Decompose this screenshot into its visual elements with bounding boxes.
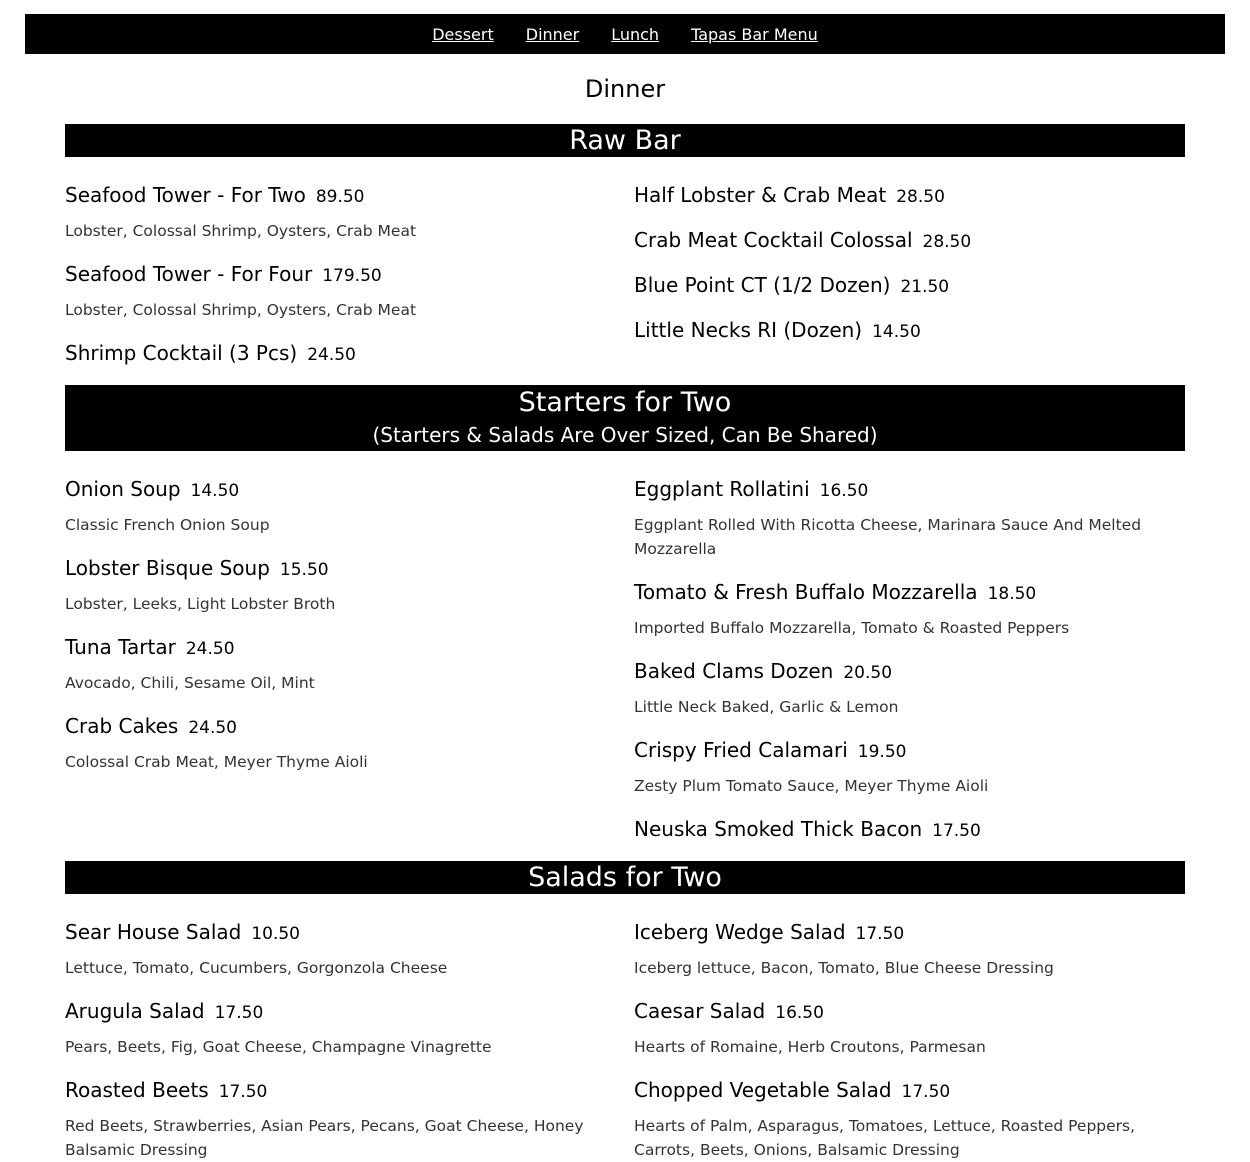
menu-item [65,1078,616,1162]
menu-item [634,318,1185,344]
menu-item [65,183,616,243]
item-name: Roasted Beets [65,1078,209,1102]
item-name: Baked Clams Dozen [634,659,834,683]
item-price: 20.50 [843,663,893,683]
menu-item [65,262,616,322]
item-price: 28.50 [922,232,972,252]
item-name: Half Lobster & Crab Meat [634,183,887,207]
item-name: Tomato & Fresh Buffalo Mozzarella [634,580,978,604]
item-name-line [65,1078,616,1104]
item-price: 17.50 [901,1082,951,1102]
menu-item [65,556,616,616]
item-name-line [634,817,1185,843]
item-description: Lobster, Leeks, Light Lobster Broth [65,595,336,613]
menu-item [65,920,616,980]
item-name-line [65,341,616,367]
item-description: Avocado, Chili, Sesame Oil, Mint [65,674,315,692]
item-description: Colossal Crab Meat, Meyer Thyme Aioli [65,753,368,771]
item-name: Sear House Salad [65,920,242,944]
item-price: 16.50 [775,1003,824,1023]
item-name: Tuna Tartar [65,635,176,659]
item-name-line [65,183,616,209]
menu-item [634,1078,1185,1162]
item-name-line [634,1078,1185,1104]
item-name-line [634,738,1185,764]
item-description: Hearts of Palm, Asparagus, Tomatoes, Lettuce, Roasted Peppers, Carrots, Beets, Onions, Balsamic Dressing [634,1117,1136,1159]
item-price: 24.50 [188,718,237,738]
item-description: Little Neck Baked, Garlic & Lemon [634,698,899,716]
item-name-line [634,920,1185,946]
section-header-raw-bar [65,124,1185,157]
item-name: Little Necks RI (Dozen) [634,318,863,342]
menu-item [634,659,1185,719]
item-name: Neuska Smoked Thick Bacon [634,817,923,841]
item-price: 18.50 [987,584,1037,604]
item-name: Iceberg Wedge Salad [634,920,846,944]
item-price: 24.50 [185,639,235,659]
item-name: Crab Cakes [65,714,179,738]
item-name: Chopped Vegetable Salad [634,1078,892,1102]
item-price: 17.50 [855,924,905,944]
item-description: Iceberg lettuce, Bacon, Tomato, Blue Cheese Dressing [634,959,1054,977]
item-name-line [634,273,1185,299]
item-description: Pears, Beets, Fig, Goat Cheese, Champagne Vinagrette [65,1038,492,1056]
menu-item [65,635,616,695]
item-name-line [65,999,616,1025]
nav-link-lunch[interactable]: Lunch [611,24,660,44]
item-price: 17.50 [214,1003,264,1023]
nav-link-tapas-bar-menu[interactable]: Tapas Bar Menu [691,24,818,44]
page-title: Dinner [584,75,666,103]
menu-item [65,999,616,1059]
section-subtitle: (Starters & Salads Are Over Sized, Can Be Shared) [372,423,878,447]
item-name: Lobster Bisque Soup [65,556,270,580]
menu-item [65,477,616,537]
item-name-line [65,262,616,288]
nav-link-dessert[interactable]: Dessert [432,24,494,44]
section-header-salads [65,861,1185,894]
item-name: Seafood Tower - For Two [65,183,306,207]
item-name: Onion Soup [65,477,181,501]
menu-item [634,273,1185,299]
menu-item [634,477,1185,561]
menu-item [634,817,1185,843]
item-description: Red Beets, Strawberries, Asian Pears, Pecans, Goat Cheese, Honey Balsamic Dressing [65,1117,584,1159]
menu-item [634,183,1185,209]
item-description: Hearts of Romaine, Herb Croutons, Parmesan [634,1038,986,1056]
item-name-line [65,556,616,582]
item-name-line [634,318,1185,344]
menu-item [634,999,1185,1059]
item-name: Shrimp Cocktail (3 Pcs) [65,341,298,365]
item-description: Lobster, Colossal Shrimp, Oysters, Crab Meat [65,301,417,319]
nav-link-dinner[interactable]: Dinner [525,24,580,44]
item-price: 17.50 [932,821,981,841]
item-price: 14.50 [190,481,240,501]
item-name: Arugula Salad [65,999,205,1023]
top-nav [25,14,1225,54]
item-name-line [634,477,1185,503]
item-name-line [65,635,616,661]
section-header-starters [65,385,1185,451]
item-price: 21.50 [900,277,950,297]
item-name: Seafood Tower - For Four [65,262,313,286]
item-price: 24.50 [307,345,356,365]
item-name-line [634,999,1185,1025]
menu-item [634,580,1185,640]
menu-item [634,920,1185,980]
item-price: 14.50 [872,322,921,342]
item-description: Eggplant Rolled With Ricotta Cheese, Marinara Sauce And Melted Mozzarella [634,516,1142,558]
item-price: 28.50 [896,187,945,207]
item-name-line [634,183,1185,209]
menu-item [634,738,1185,798]
item-name-line [65,714,616,740]
item-name-line [634,228,1185,254]
item-name: Eggplant Rollatini [634,477,810,501]
item-name-line [634,659,1185,685]
item-name-line [65,920,616,946]
item-price: 89.50 [315,187,365,207]
item-description: Lobster, Colossal Shrimp, Oysters, Crab Meat [65,222,417,240]
item-name: Crab Meat Cocktail Colossal [634,228,913,252]
section-title: Salads for Two [528,862,722,893]
item-description: Classic French Onion Soup [65,516,270,534]
item-price: 15.50 [279,560,329,580]
item-price: 17.50 [218,1082,268,1102]
item-name: Blue Point CT (1/2 Dozen) [634,273,891,297]
section-title: Raw Bar [569,125,681,156]
item-price: 16.50 [819,481,869,501]
item-name: Caesar Salad [634,999,766,1023]
menu-item [65,341,616,367]
item-price: 10.50 [251,924,300,944]
item-description: Imported Buffalo Mozzarella, Tomato & Roasted Peppers [634,619,1070,637]
item-name: Crispy Fried Calamari [634,738,848,762]
item-name-line [634,580,1185,606]
item-description: Lettuce, Tomato, Cucumbers, Gorgonzola Cheese [65,959,448,977]
item-name-line [65,477,616,503]
menu-item [634,228,1185,254]
item-price: 179.50 [322,266,382,286]
item-description: Zesty Plum Tomato Sauce, Meyer Thyme Aioli [634,777,989,795]
menu-item [65,714,616,774]
item-price: 19.50 [857,742,907,762]
section-title: Starters for Two [518,387,732,418]
